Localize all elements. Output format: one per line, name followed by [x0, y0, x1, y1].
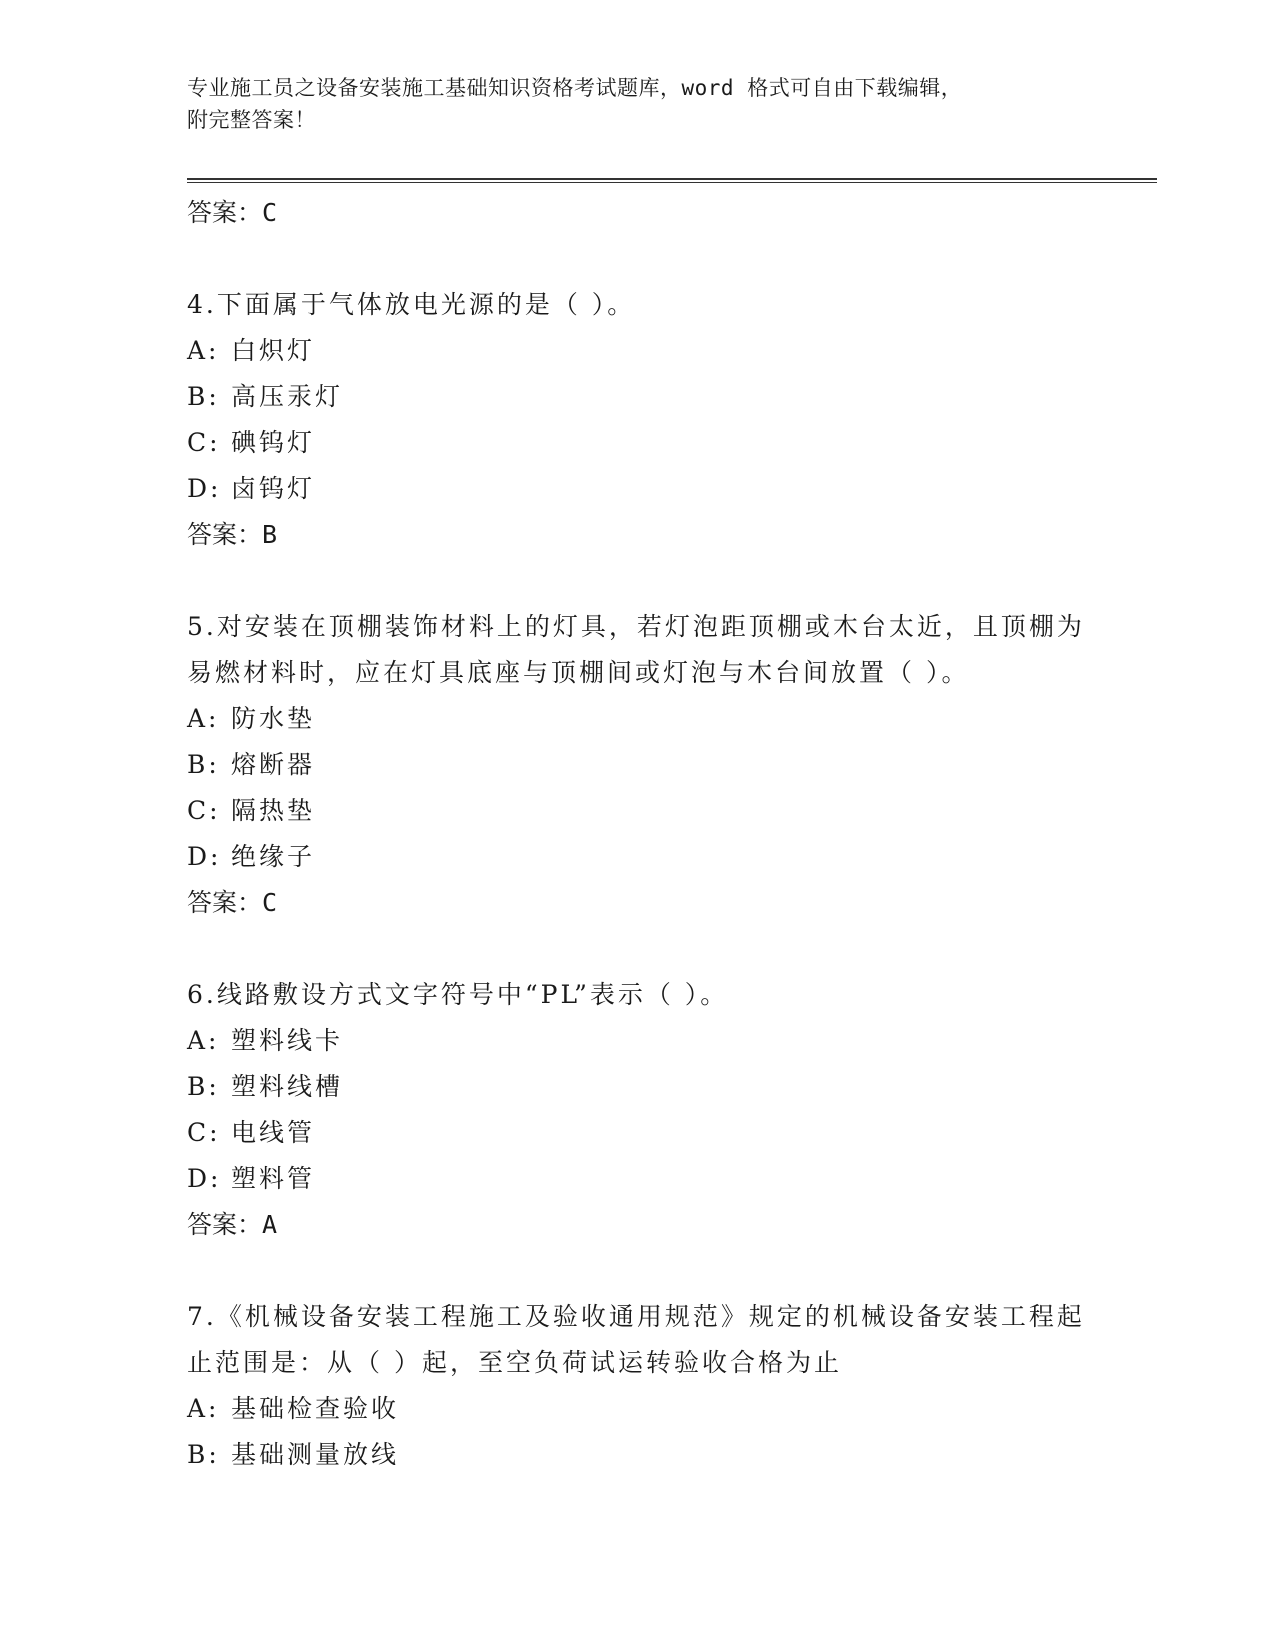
option-text: 防水垫	[231, 704, 316, 733]
option-b	[187, 1432, 1087, 1478]
question-answer: 答案：C	[187, 888, 278, 917]
question-answer: 答案：B	[187, 520, 278, 549]
option-b	[187, 1064, 1087, 1110]
option-b	[187, 374, 1087, 420]
option-a	[187, 1386, 1087, 1432]
option-letter: D:	[187, 1164, 222, 1193]
option-text: 塑料线槽	[231, 1072, 344, 1101]
option-letter: A:	[187, 1394, 220, 1423]
question-stem: 6.线路敷设方式文字符号中“PL”表示（ ）。	[187, 980, 729, 1009]
option-text: 白炽灯	[231, 336, 316, 365]
option-letter: B:	[187, 1440, 220, 1469]
option-letter: C:	[187, 428, 221, 457]
option-a	[187, 1018, 1087, 1064]
previous-answer: 答案：C	[187, 198, 278, 227]
option-c	[187, 1110, 1087, 1156]
question-answer: 答案：A	[187, 1210, 278, 1239]
option-text: 塑料线卡	[231, 1026, 344, 1055]
option-text: 基础检查验收	[231, 1394, 400, 1423]
option-letter: A:	[187, 1026, 220, 1055]
option-letter: A:	[187, 336, 220, 365]
option-letter: C:	[187, 796, 221, 825]
option-d	[187, 466, 1087, 512]
document-header	[187, 72, 1067, 136]
option-text: 隔热垫	[231, 796, 316, 825]
option-letter: B:	[187, 750, 220, 779]
option-a	[187, 696, 1087, 742]
header-line-2: 附完整答案！	[187, 108, 316, 132]
question-stem: 7.《机械设备安装工程施工及验收通用规范》规定的机械设备安装工程起止范围是：从（ ）起，至空负荷试运转验收合格为止	[187, 1302, 1085, 1377]
option-a	[187, 328, 1087, 374]
option-text: 碘钨灯	[231, 428, 316, 457]
option-d	[187, 834, 1087, 880]
option-c	[187, 788, 1087, 834]
question-5	[187, 604, 1087, 926]
option-text: 卤钨灯	[231, 474, 316, 503]
question-7	[187, 1294, 1087, 1478]
option-d	[187, 1156, 1087, 1202]
option-letter: D:	[187, 842, 222, 871]
question-list	[187, 190, 1087, 1524]
option-letter: C:	[187, 1118, 221, 1147]
option-text: 绝缘子	[231, 842, 316, 871]
header-divider	[187, 178, 1157, 183]
option-text: 高压汞灯	[231, 382, 344, 411]
question-stem: 4.下面属于气体放电光源的是（ ）。	[187, 290, 636, 319]
option-letter: D:	[187, 474, 222, 503]
header-line-1: 专业施工员之设备安装施工基础知识资格考试题库，word 格式可自由下载编辑，	[187, 76, 963, 100]
question-stem: 5.对安装在顶棚装饰材料上的灯具，若灯泡距顶棚或木台太近，且顶棚为易燃材料时，应在灯具底座与顶棚间或灯泡与木台间放置（ ）。	[187, 612, 1085, 687]
option-text: 基础测量放线	[231, 1440, 400, 1469]
option-text: 电线管	[231, 1118, 316, 1147]
option-letter: B:	[187, 382, 220, 411]
question-4	[187, 282, 1087, 558]
option-c	[187, 420, 1087, 466]
option-text: 熔断器	[231, 750, 316, 779]
option-letter: B:	[187, 1072, 220, 1101]
question-6	[187, 972, 1087, 1248]
option-b	[187, 742, 1087, 788]
option-letter: A:	[187, 704, 220, 733]
option-text: 塑料管	[231, 1164, 316, 1193]
